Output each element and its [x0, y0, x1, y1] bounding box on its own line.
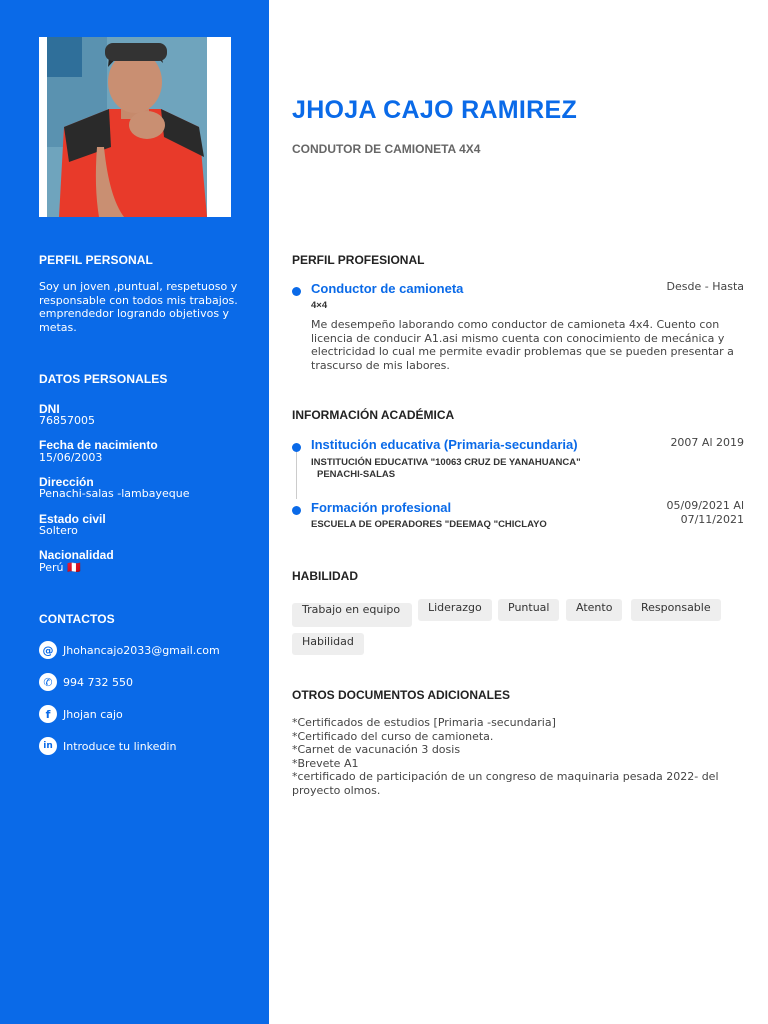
edu-item-sub-line: INSTITUCIÓN EDUCATIVA "10063 CRUZ DE YANAHUANCA" [311, 457, 581, 468]
full-name: JHOJA CAJO RAMIREZ [292, 96, 578, 124]
list-item: *Certificado del curso de camioneta. [292, 729, 494, 743]
job-item-date: Desde - Hasta [666, 280, 744, 293]
skill-chip: Atento [566, 599, 622, 621]
contact-email-text: Jhohancajo2033@gmail.com [63, 643, 220, 657]
edu-item-title: Institución educativa (Primaria-secundaria) [311, 437, 578, 452]
list-item: *Brevete A1 [292, 756, 359, 770]
contactos-heading: CONTACTOS [39, 612, 115, 626]
edu-item-date-line: 07/11/2021 [680, 513, 744, 526]
at-icon: @ [39, 641, 57, 659]
academica-heading: INFORMACIÓN ACADÉMICA [292, 408, 455, 422]
birthdate-value: 15/06/2003 [39, 451, 103, 464]
timeline-dot [292, 443, 301, 452]
edu-item-date: 2007 Al 2019 [670, 436, 744, 449]
otros-list [292, 716, 742, 797]
contact-facebook-text: Jhojan cajo [63, 707, 123, 721]
nationality-value: Perú 🇵🇪 [39, 561, 81, 574]
edu-item-sub [311, 457, 581, 481]
edu-item-date [667, 499, 744, 527]
nationality-label: Nacionalidad [39, 548, 114, 562]
birthdate-label: Fecha de nacimiento [39, 438, 158, 452]
facebook-icon: f [39, 705, 57, 723]
job-title: CONDUTOR DE CAMIONETA 4X4 [292, 142, 481, 156]
contact-phone-text: 994 732 550 [63, 675, 133, 689]
contact-linkedin[interactable] [39, 737, 176, 755]
civil-status-label: Estado civil [39, 512, 106, 526]
skill-chip: Puntual [498, 599, 559, 621]
civil-status-value: Soltero [39, 524, 78, 537]
perfil-personal-heading: PERFIL PERSONAL [39, 253, 153, 267]
contact-email[interactable] [39, 641, 220, 659]
dni-value: 76857005 [39, 414, 95, 427]
contact-facebook[interactable] [39, 705, 123, 723]
sidebar [0, 0, 269, 1024]
habilidad-heading: HABILIDAD [292, 569, 358, 583]
datos-personales-heading: DATOS PERSONALES [39, 372, 168, 386]
linkedin-icon: in [39, 737, 57, 755]
perfil-personal-text: Soy un joven ,puntual, respetuoso y responsable con todos mis trabajos. emprendedor logrando objetivos y metas. [39, 280, 238, 334]
skill-chip: Trabajo en equipo [292, 603, 412, 627]
otros-heading: OTROS DOCUMENTOS ADICIONALES [292, 688, 511, 702]
contact-linkedin-text: Introduce tu linkedin [63, 739, 177, 753]
dni-label: DNI [39, 402, 60, 416]
contact-phone[interactable] [39, 673, 133, 691]
address-label: Dirección [39, 475, 94, 489]
list-item: *certificado de participación de un congreso de maquinaria pesada 2022- del proyecto olmos. [292, 770, 719, 797]
timeline-line [296, 447, 297, 499]
edu-item-sub: ESCUELA DE OPERADORES "DEEMAQ "CHICLAYO [311, 519, 547, 530]
skill-chip: Liderazgo [418, 599, 492, 621]
list-item: *Certificados de estudios [Primaria -secundaria] [292, 716, 556, 729]
skill-chip: Responsable [631, 599, 721, 621]
timeline-dot [292, 506, 301, 515]
job-item-sub: 4×4 [311, 300, 328, 311]
perfil-profesional-heading: PERFIL PROFESIONAL [292, 253, 425, 267]
address-value: Penachi-salas -lambayeque [39, 487, 190, 500]
timeline-dot [292, 287, 301, 296]
edu-item-date-line: 05/09/2021 Al [666, 499, 744, 512]
job-item-title: Conductor de camioneta [311, 281, 464, 296]
edu-item-title: Formación profesional [311, 500, 452, 515]
profile-photo [39, 37, 231, 217]
list-item: *Carnet de vacunación 3 dosis [292, 743, 461, 756]
job-item-desc: Me desempeño laborando como conductor de camioneta 4x4. Cuento con licencia de conducir A1.asi mismo cuenta con conocimiento de mecánica y electricidad lo cual me permite evadir problemas que se pueden presentar a trascurso de mis labores. [311, 318, 734, 372]
phone-icon: ✆ [39, 673, 57, 691]
edu-item-sub-line: PENACHI-SALAS [317, 469, 396, 480]
skill-chip: Habilidad [292, 633, 364, 655]
